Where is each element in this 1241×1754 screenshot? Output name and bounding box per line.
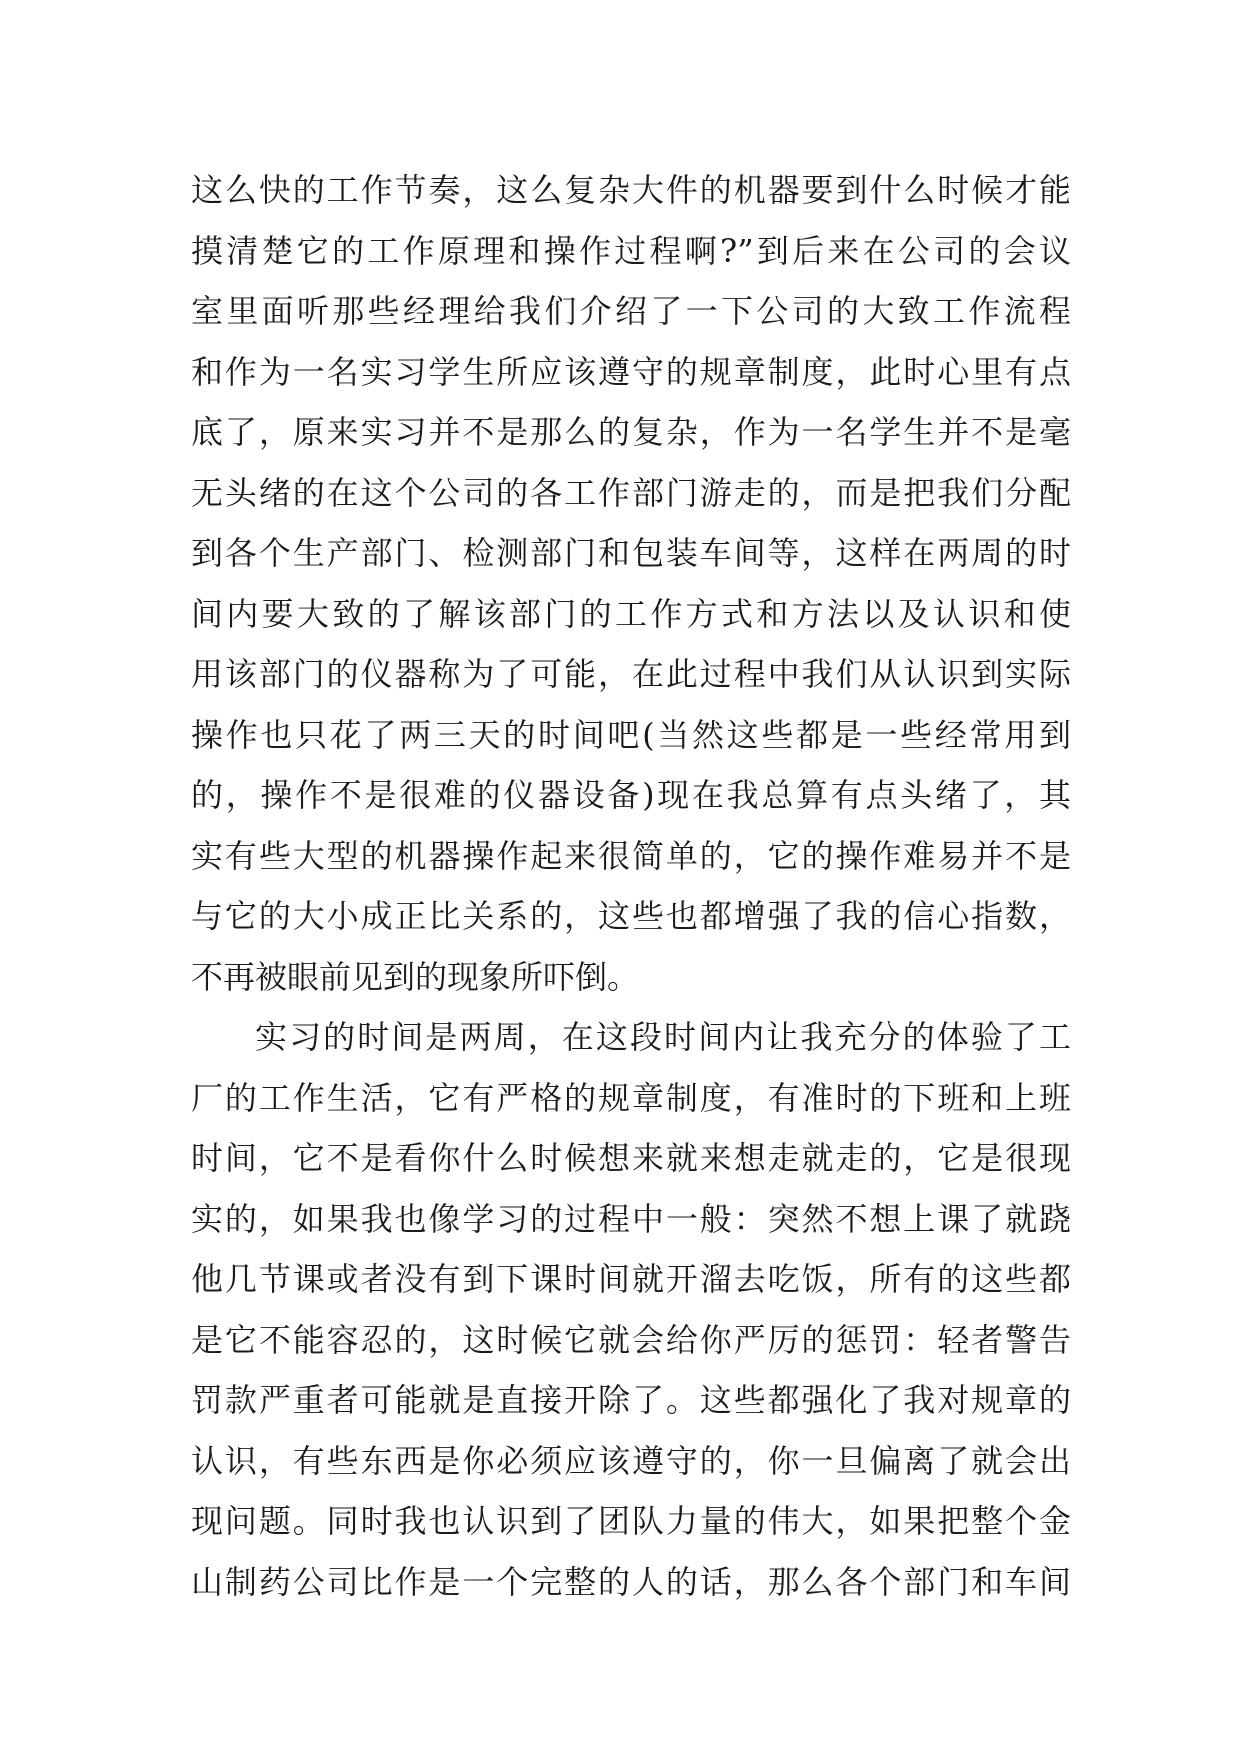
text-line: 和作为一名实习学生所应该遵守的规章制度，此时心里有点 (191, 352, 1071, 391)
text-line: 是它不能容忍的，这时候它就会给你严厉的惩罚：轻者警告 (191, 1320, 1071, 1359)
text-line: 时间，它不是看你什么时候想来就来想走就走的，它是很现 (191, 1139, 1071, 1177)
text-line: 厂的工作生活，它有严格的规章制度，有准时的下班和上班 (191, 1078, 1071, 1117)
text-line: 操作也只花了两三天的时间吧(当然这些都是一些经常用到 (191, 715, 1071, 754)
text-line: 室里面听那些经理给我们介绍了一下公司的大致工作流程 (191, 292, 1071, 330)
text-line: 用该部门的仪器称为了可能，在此过程中我们从认识到实际 (191, 655, 1071, 693)
paragraph-start-line: 实习的时间是两周，在这段时间内让我充分的体验了工 (255, 1018, 1071, 1056)
text-line: 间内要大致的了解该部门的工作方式和方法以及认识和使 (191, 594, 1071, 633)
text-line: 实有些大型的机器操作起来很简单的，它的操作难易并不是 (191, 836, 1071, 875)
text-line: 他几节课或者没有到下课时间就开溜去吃饭，所有的这些都 (191, 1260, 1071, 1298)
body-text (191, 160, 1071, 1612)
text-line: 现问题。同时我也认识到了团队力量的伟大，如果把整个金 (191, 1502, 1071, 1540)
text-line: 的，操作不是很难的仪器设备)现在我总算有点头绪了，其 (191, 776, 1071, 814)
text-line: 到各个生产部门、检测部门和包装车间等，这样在两周的时 (191, 534, 1071, 572)
paragraph-end-line: 不再被眼前见到的现象所吓倒。 (191, 957, 640, 996)
text-line: 罚款严重者可能就是直接开除了。这些都强化了我对规章的 (191, 1381, 1071, 1419)
text-line: 实的，如果我也像学习的过程中一般：突然不想上课了就跷 (191, 1199, 1071, 1238)
text-line: 这么快的工作节奏，这么复杂大件的机器要到什么时候才能 (191, 171, 1071, 209)
text-line: 摸清楚它的工作原理和操作过程啊?”到后来在公司的会议 (191, 231, 1071, 270)
text-line: 无头绪的在这个公司的各工作部门游走的，而是把我们分配 (191, 473, 1071, 512)
text-line: 底了，原来实习并不是那么的复杂，作为一名学生并不是毫 (191, 413, 1071, 451)
text-line: 认识，有些东西是你必须应该遵守的，你一旦偏离了就会出 (191, 1441, 1071, 1480)
text-line: 与它的大小成正比关系的，这些也都增强了我的信心指数， (191, 897, 1071, 935)
text-line: 山制药公司比作是一个完整的人的话，那么各个部门和车间 (191, 1562, 1071, 1601)
